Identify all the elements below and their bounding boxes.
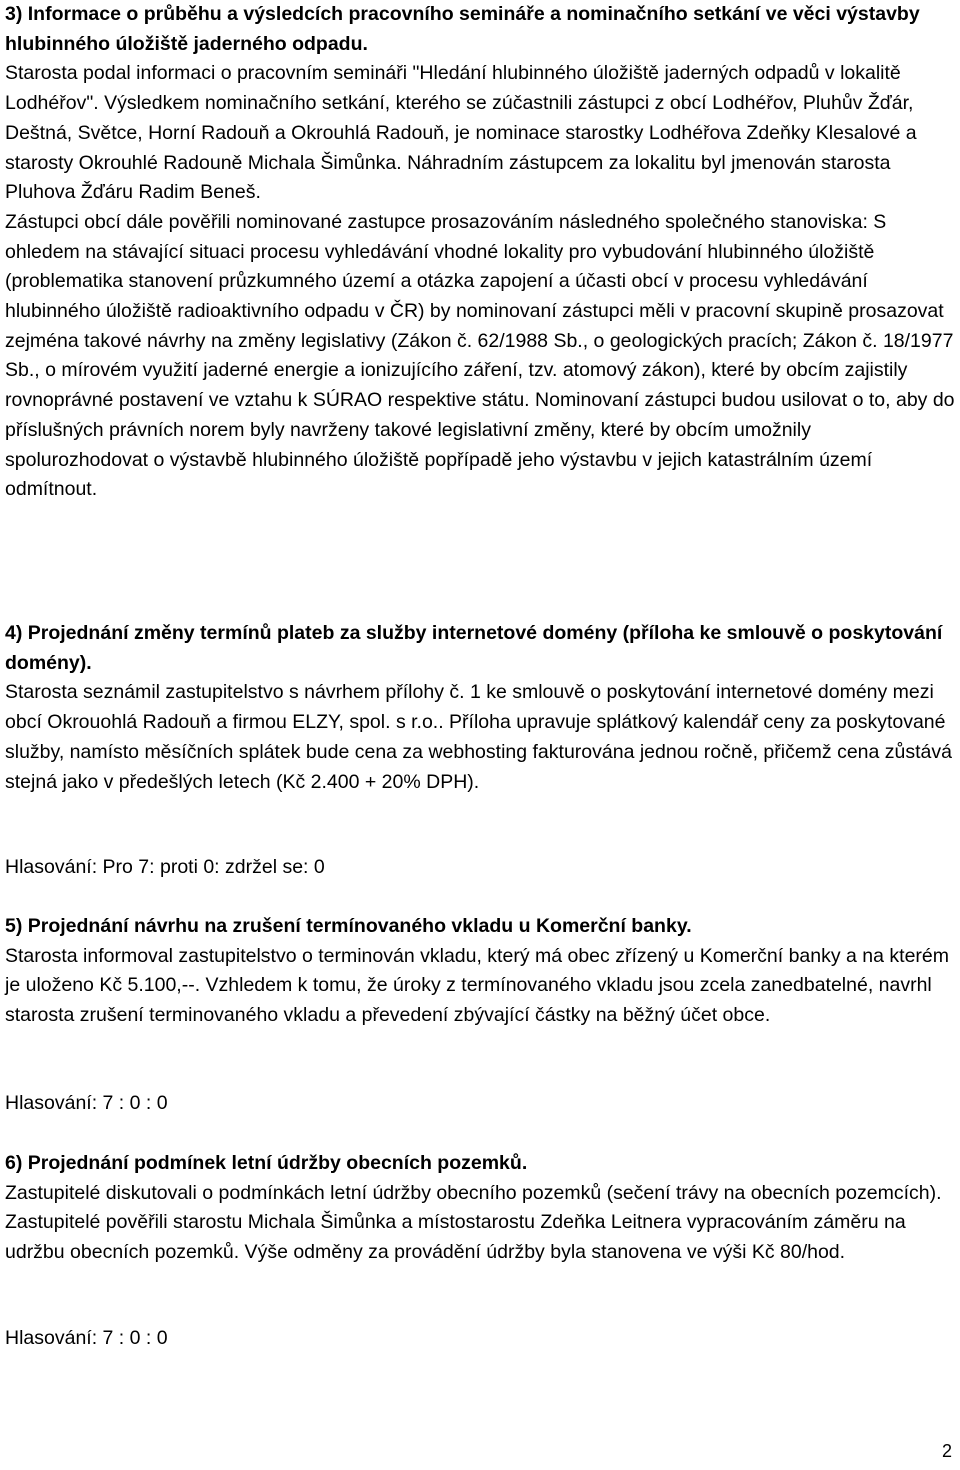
section-4-heading: 4) Projednání změny termínů plateb za služby internetové domény (příloha ke smlouvě o poskytování domény). <box>5 622 943 674</box>
section-3-paragraph-1: Starosta podal informaci o pracovním semináři "Hledání hlubinného úložiště jaderných odpadů v lokalitě Lodhéřov". Výsledkem nominačního setkání, kterého se zúčastnili zástupci z obcí Lodhéřov, Pluhův Žďár, Deštná, Světce, Horní Radouň a Okrouhlá Radouň, je nominace starostky Lodhéřova Zdeňky Klesalové a starosty Okrouhlé Radouně Michala Šimůnka. Náhradním zástupcem za lokalitu byl jmenován starosta Pluhova Žďáru Radim Beneš. <box>5 62 917 204</box>
section-5-vote: Hlasování: 7 : 0 : 0 <box>5 1092 168 1114</box>
section-5 <box>5 912 957 1031</box>
section-6 <box>5 1149 957 1268</box>
section-3 <box>5 0 957 505</box>
page-number: 2 <box>941 1441 952 1461</box>
section-6-vote: Hlasování: 7 : 0 : 0 <box>5 1327 168 1349</box>
section-3-heading: 3) Informace o průběhu a výsledcích pracovního semináře a nominačního setkání ve věci výstavby hlubinného úložiště jaderného odpadu. <box>5 3 920 55</box>
section-4-paragraph: Starosta seznámil zastupitelstvo s návrhem přílohy č. 1 ke smlouvě o poskytování internetové domény mezi obcí Okrouohlá Radouň a firmou ELZY, spol. s r.o.. Příloha upravuje splátkový kalendář ceny za poskytované služby, namísto měsíčních splátek bude cena za webhosting fakturována jednou ročně, přičemž cena zůstává stejná jako v předešlých letech (Kč 2.400 + 20% DPH). <box>5 681 952 793</box>
section-6-heading: 6) Projednání podmínek letní údržby obecních pozemků. <box>5 1152 528 1174</box>
section-4 <box>5 619 957 797</box>
section-5-paragraph: Starosta informoval zastupitelstvo o terminován vkladu, který má obec zřízený u Komerční banky a na kterém je uloženo Kč 5.100,--. Vzhledem k tomu, že úroky z termínovaného vkladu jsou zcela zanedbatelné, navrhl starosta zrušení terminovaného vkladu a převedení zbývající částky na běžný účet obce. <box>5 944 950 1027</box>
section-5-heading: 5) Projednání návrhu na zrušení termínovaného vkladu u Komerční banky. <box>5 915 692 937</box>
section-3-paragraph-2: Zástupci obcí dále pověřili nominované zastupce prosazováním následného společného stanoviska: S ohledem na stávající situaci procesu vyhledávání vhodné lokality pro vybudování hlubinného úložiště (problematika stanovení průzkumného území a otázka zapojení a účasti obcí v procesu vyhledávání hlubinného úložiště radioaktivního odpadu v ČR) by nominovaní zástupci měli v pracovní skupině prosazovat zejména takové návrhy na změny legislativy (Zákon č. 62/1988 Sb., o geologických pracích; Zákon č. 18/1977 Sb., o mírovém využití jaderné energie a ionizujícího záření, tzv. atomový zákon), které by obcím zajistily rovnoprávné postavení ve vztahu k SÚRAO respektive státu. Nominovaní zástupci budou usilovat o to, aby do příslušných právních norem byly navrženy takové legislativní změny, které by obcím umožnily spolurozhodovat o výstavbě hlubinného úložiště popřípadě jeho výstavbu v jejich katastrálním území odmítnout. <box>5 210 955 501</box>
section-6-paragraph: Zastupitelé diskutovali o podmínkách letní údržby obecního pozemků (sečení trávy na obecních pozemcích). Zastupitelé pověřili starostu Michala Šimůnka a místostarostu Zdeňka Leitnera vypracováním záměru na udržbu obecních pozemků. Výše odměny za provádění údržby byla stanovena ve výši Kč 80/hod. <box>5 1181 942 1264</box>
section-4-vote: Hlasování: Pro 7: proti 0: zdržel se: 0 <box>5 856 325 878</box>
